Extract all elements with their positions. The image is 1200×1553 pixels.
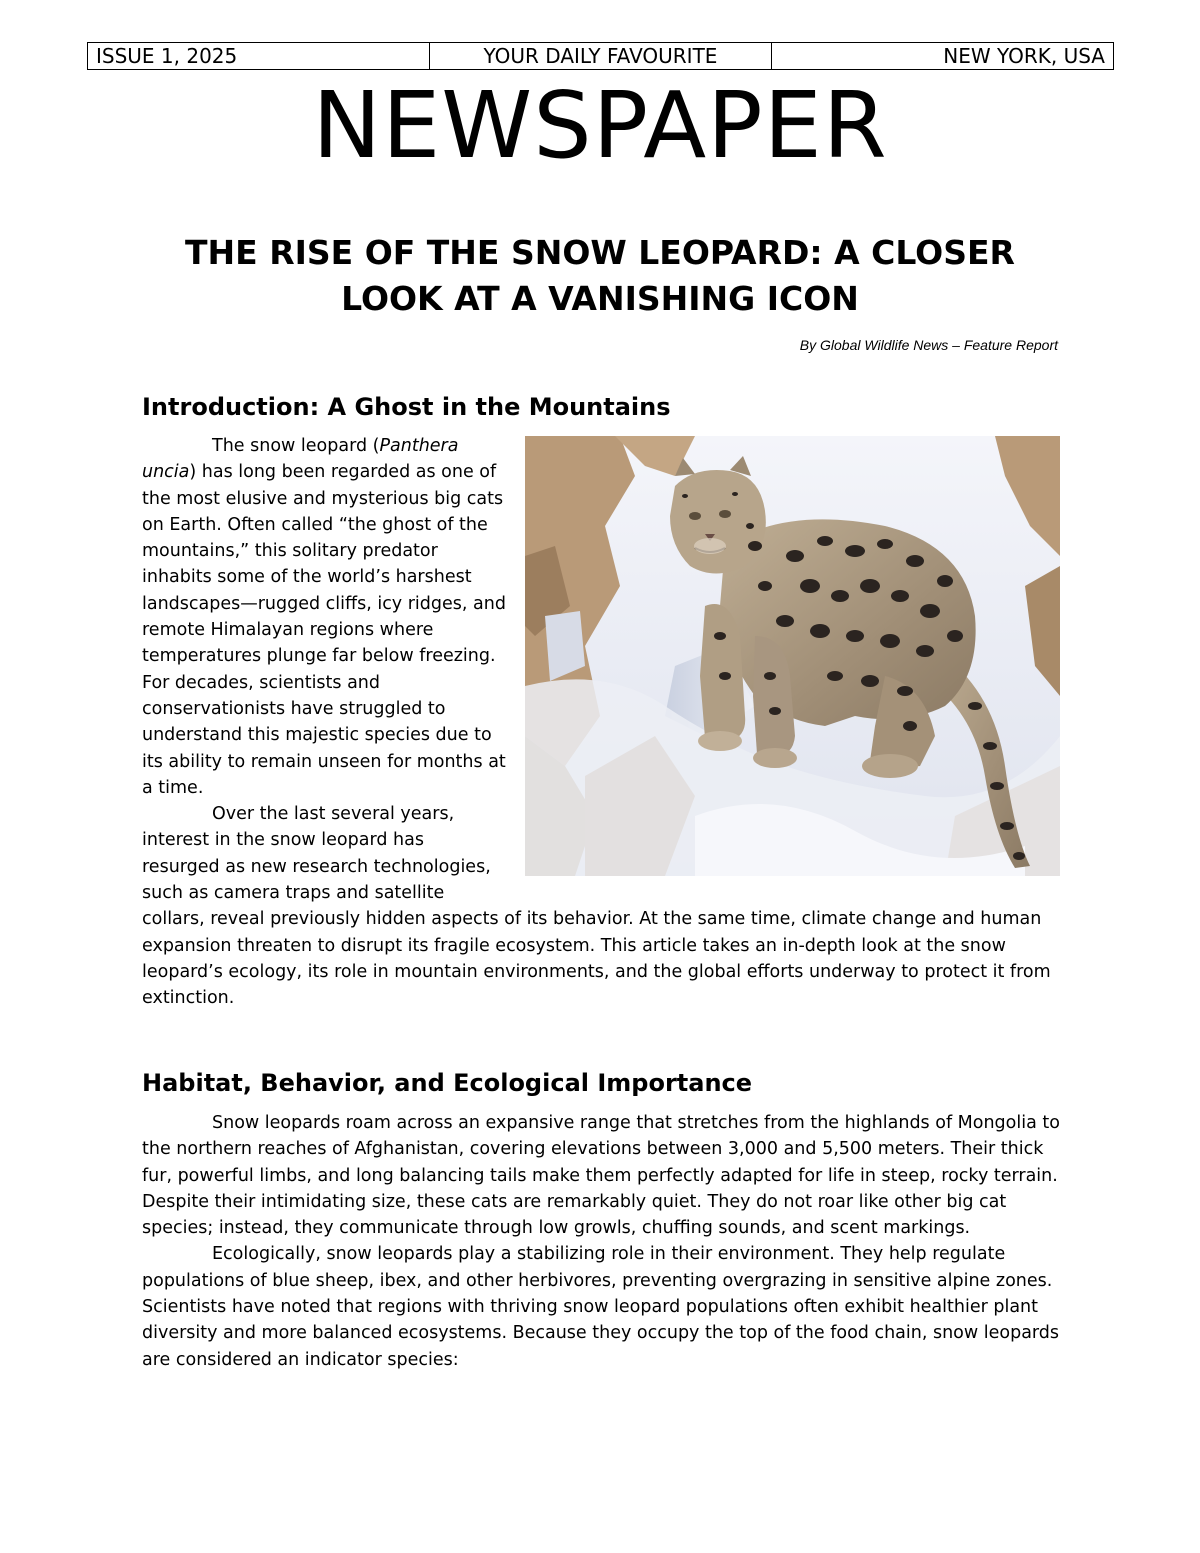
habitat-section bbox=[142, 1110, 1060, 1373]
section-heading-introduction: Introduction: A Ghost in the Mountains bbox=[142, 393, 671, 421]
habitat-paragraph-2: Ecologically, snow leopards play a stabilizing role in their environment. They help regulate populations of blue sheep, ibex, and other herbivores, preventing overgrazing in sensitive alpine zones. Scientists have noted that regions with thriving snow leopard populations often exhibit healthier plant diversity and more balanced ecosystems. Because they occupy the top of the food chain, snow leopards are considered an indicator species: bbox=[142, 1244, 1060, 1370]
introduction-section bbox=[142, 433, 1060, 1012]
masthead-bar bbox=[87, 42, 1114, 70]
issue-label: ISSUE 1, 2025 bbox=[88, 43, 430, 69]
section-heading-habitat: Habitat, Behavior, and Ecological Importance bbox=[142, 1069, 753, 1097]
scientific-name: Panthera uncia bbox=[142, 436, 459, 483]
intro-paragraph-1-rest: ) has long been regarded as one of the most elusive and mysterious big cats on Earth. Often called “the ghost of the mountains,” this solitary predator inhabits some of the world’s harshest landscapes—rugged cliffs, icy ridges, and remote Himalayan regions where temperatures plunge far below freezing. For decades, scientists and conservationists have struggled to understand this majestic species due to its ability to remain unseen for months at a time. bbox=[142, 462, 506, 798]
intro-paragraph-1-start: The snow leopard ( bbox=[212, 436, 380, 456]
intro-paragraph-2: Over the last several years, interest in the snow leopard has resurged as new research technologies, such as camera traps and satellite collars, reveal previously hidden aspects of its behavior. At the same time, climate change and human expansion threaten to disrupt its fragile ecosystem. This article takes an in-depth look at the snow leopard’s ecology, its role in mountain environments, and the global efforts underway to protect it from extinction. bbox=[142, 804, 1051, 1009]
newspaper-title: NEWSPAPER bbox=[312, 72, 888, 179]
snow-leopard-photo bbox=[525, 436, 1060, 876]
habitat-paragraph-1: Snow leopards roam across an expansive range that stretches from the highlands of Mongolia to the northern reaches of Afghanistan, covering elevations between 3,000 and 5,500 meters. Their thick fur, powerful limbs, and long balancing tails make them perfectly adapted for life in steep, rocky terrain. Despite their intimidating size, these cats are remarkably quiet. They do not roar like other big cat species; instead, they communicate through low growls, chuffing sounds, and scent markings. bbox=[142, 1113, 1060, 1239]
tagline: YOUR DAILY FAVOURITE bbox=[430, 43, 772, 69]
location-label: NEW YORK, USA bbox=[943, 44, 1105, 68]
article-headline: THE RISE OF THE SNOW LEOPARD: A CLOSER LOOK AT A VANISHING ICON bbox=[185, 233, 1015, 318]
byline: By Global Wildlife News – Feature Report bbox=[799, 337, 1058, 353]
